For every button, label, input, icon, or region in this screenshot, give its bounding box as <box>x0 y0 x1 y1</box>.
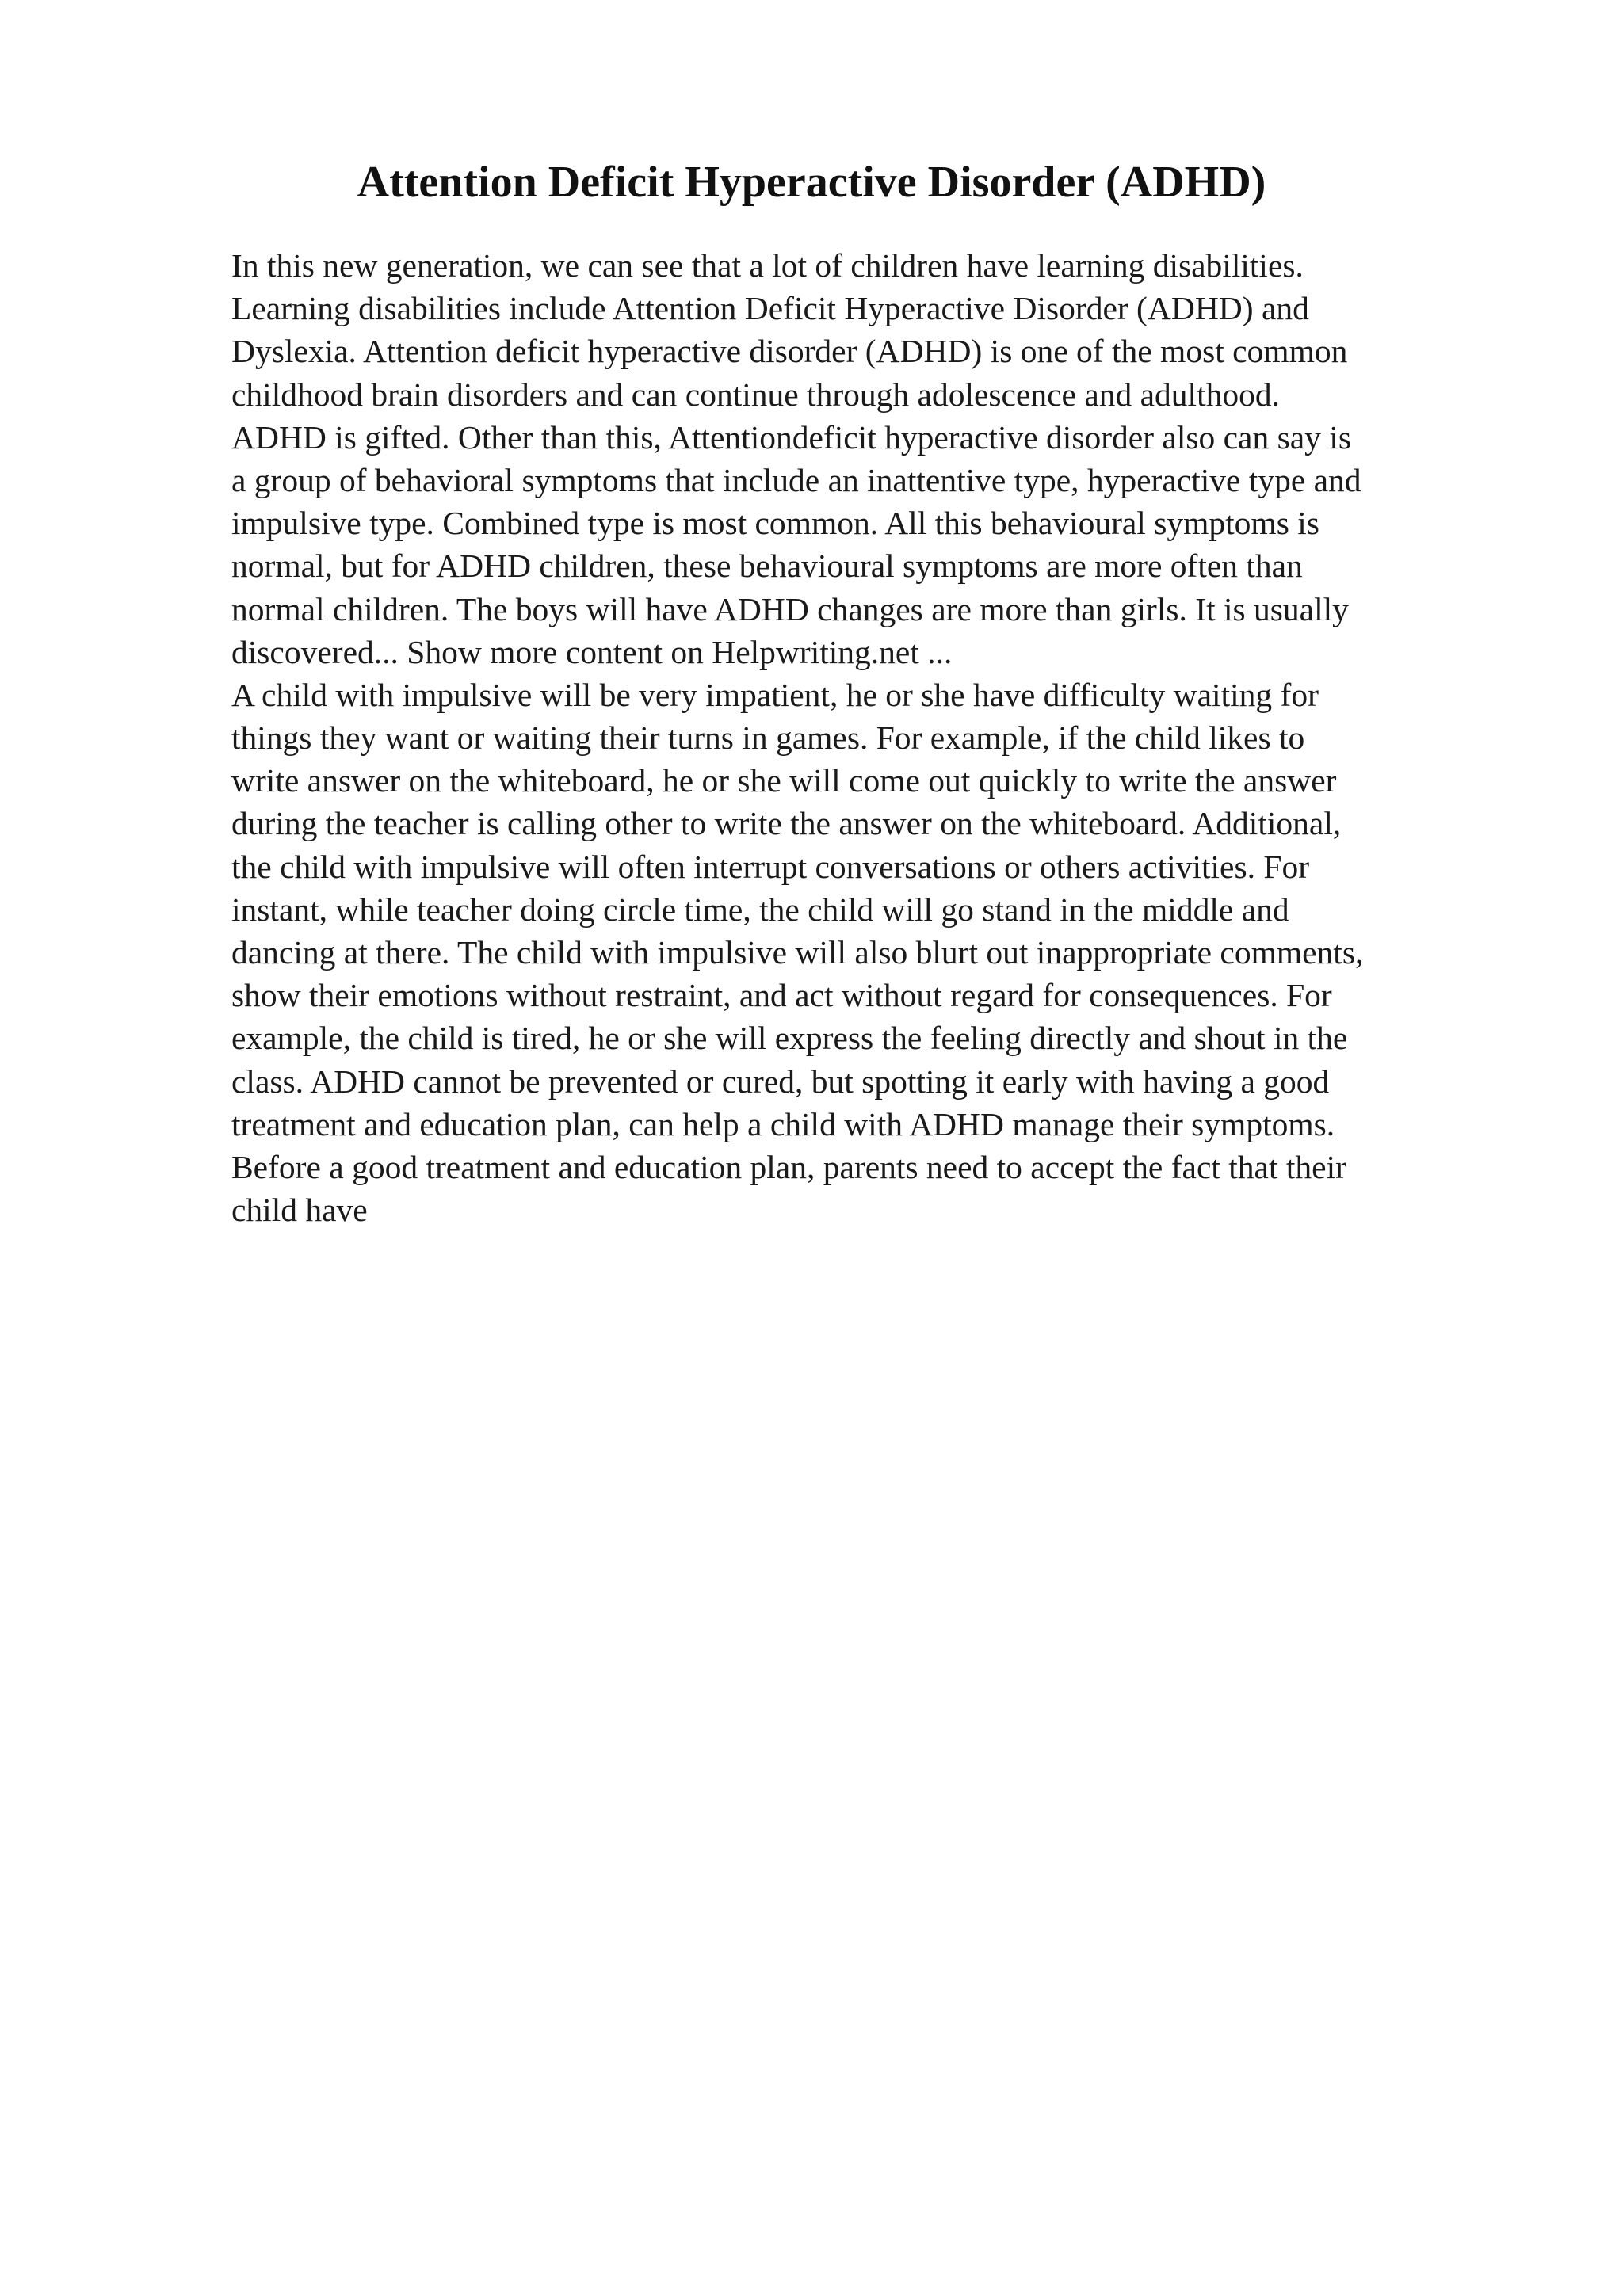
body-line: things they want or waiting their turns in games. For example, if the child likes to <box>231 719 1305 757</box>
body-line: A child with impulsive will be very impatient, he or she have difficulty waiting for <box>231 676 1319 713</box>
body-line: treatment and education plan, can help a child with ADHD manage their symptoms. <box>231 1105 1335 1142</box>
body-line: dancing at there. The child with impulsive will also blurt out inappropriate comments, <box>231 934 1364 971</box>
document-title: Attention Deficit Hyperactive Disorder (ADHD) <box>357 158 1266 207</box>
body-line: childhood brain disorders and can continue through adolescence and adulthood. <box>231 376 1280 413</box>
body-line: child have <box>231 1192 368 1229</box>
body-line: normal children. The boys will have ADHD changes are more than girls. It is usually <box>231 590 1349 627</box>
body-line: normal, but for ADHD children, these behavioural symptoms are more often than <box>231 547 1303 585</box>
body-line: the child with impulsive will often interrupt conversations or others activities. For <box>231 848 1310 885</box>
body-line: instant, while teacher doing circle time, the child will go stand in the middle and <box>231 891 1289 928</box>
document-body <box>231 244 1531 1231</box>
body-line: class. ADHD cannot be prevented or cured, but spotting it early with having a good <box>231 1062 1330 1100</box>
body-line: impulsive type. Combined type is most common. All this behavioural symptoms is <box>231 505 1319 542</box>
body-line: Dyslexia. Attention deficit hyperactive disorder (ADHD) is one of the most common <box>231 333 1348 370</box>
body-line: example, the child is tired, he or she will express the feeling directly and shout in the <box>231 1020 1348 1057</box>
body-line: Learning disabilities include Attention Deficit Hyperactive Disorder (ADHD) and <box>231 290 1309 327</box>
body-line: during the teacher is calling other to write the answer on the whiteboard. Additional, <box>231 805 1342 842</box>
body-line: discovered... Show more content on Helpwriting.net ... <box>231 633 953 670</box>
body-line: ADHD is gifted. Other than this, Attentiondeficit hyperactive disorder also can say is <box>231 418 1351 456</box>
body-line: show their emotions without restraint, and act without regard for consequences. For <box>231 977 1332 1014</box>
body-line: write answer on the whiteboard, he or she will come out quickly to write the answer <box>231 762 1337 799</box>
body-line: a group of behavioral symptoms that include an inattentive type, hyperactive type and <box>231 461 1361 498</box>
body-line: Before a good treatment and education plan, parents need to accept the fact that their <box>231 1148 1346 1185</box>
body-line: In this new generation, we can see that a lot of children have learning disabilities. <box>231 247 1304 284</box>
